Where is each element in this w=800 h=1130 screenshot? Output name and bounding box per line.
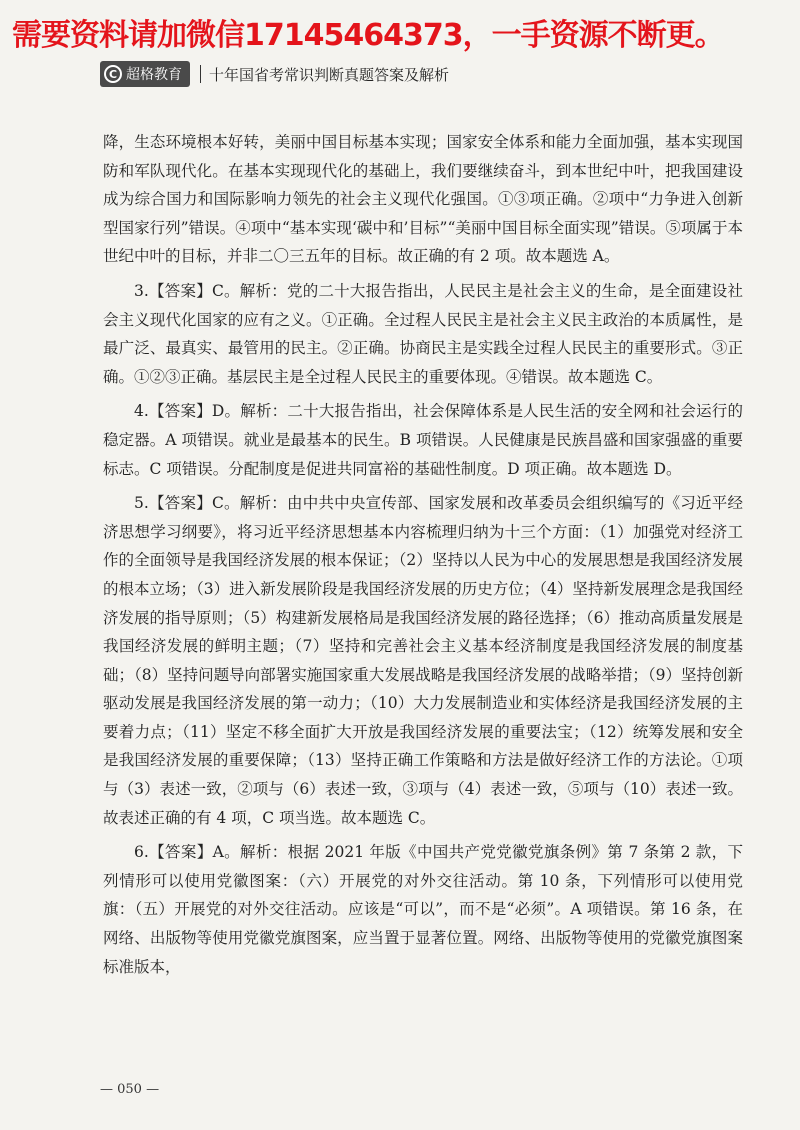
answer-5: 5.【答案】C。解析：由中共中央宣传部、国家发展和改革委员会组织编写的《习近平经济思想学习纲要》，将习近平经济思想基本内容梳理归纳为十三个方面：（1）加强党对经济工作的全面领导是我国经济发展的根本保证；（2）坚持以人民为中心的发展思想是我国经济发展的根本立场；（3）进入新发展阶段是我国经济发展的历史方位；（4）坚持新发展理念是我国经济发展的指导原则；（5）构建新发展格局是我国经济发展的路径选择；（6）推动高质量发展是我国经济发展的鲜明主题；（7）坚持和完善社会主义基本经济制度是我国经济发展的制度基础；（8）坚持问题导向部署实施国家重大发展战略是我国经济发展的战略举措；（9）坚持创新驱动发展是我国经济发展的第一动力；（10）大力发展制造业和实体经济是我国经济发展的主要着力点；（11）坚定不移全面扩大开放是我国经济发展的重要法宝；（12）统筹发展和安全是我国经济发展的重要保障；（13）坚持正确工作策略和方法是做好经济工作的方法论。①项与（3）表述一致，②项与（6）表述一致，③项与（4）表述一致，⑤项与（10）表述一致。故表述正确的有 4 项，C 项当选。故本题选 C。 (103, 494, 743, 827)
book-title: 十年国省考常识判断真题答案及解析 (209, 65, 450, 84)
page-number: — 050 — (100, 1082, 160, 1097)
paragraph-continued: 降，生态环境根本好转，美丽中国目标基本实现；国家安全体系和能力全面加强，基本实现国防和军队现代化。在基本实现现代化的基础上，我们要继续奋斗，到本世纪中叶，把我国建设成为综合国力和国际影响力领先的社会主义现代化强国。①③项正确。②项中“力争进入创新型国家行列”错误。④项中“基本实现‘碳中和’目标”“美丽中国目标全面实现”错误。⑤项属于本世纪中叶的目标，并非二〇三五年的目标。故正确的有 2 项。故本题选 A。 (103, 133, 743, 266)
header-divider (200, 65, 201, 83)
answer-4: 4.【答案】D。解析：二十大报告指出，社会保障体系是人民生活的安全网和社会运行的稳定器。A 项错误。就业是最基本的民生。B 项错误。人民健康是民族昌盛和国家强盛的重要标志。C 项错误。分配制度是促进共同富裕的基础性制度。D 项正确。故本题选 D。 (103, 402, 743, 478)
logo-icon: C (104, 65, 122, 83)
wechat-banner: 需要资料请加微信17145464373，一手资源不断更。 (12, 18, 724, 53)
document-body (103, 128, 743, 987)
brand-logo (100, 61, 190, 87)
logo-text: 超格教育 (126, 67, 182, 83)
page-header (100, 60, 449, 88)
answer-3: 3.【答案】C。解析：党的二十大报告指出，人民民主是社会主义的生命，是全面建设社会主义现代化国家的应有之义。①正确。全过程人民民主是社会主义民主政治的本质属性，是最广泛、最真实、最管用的民主。②正确。协商民主是实践全过程人民民主的重要形式。③正确。①②③正确。基层民主是全过程人民民主的重要体现。④错误。故本题选 C。 (103, 281, 743, 386)
answer-6: 6.【答案】A。解析：根据 2021 年版《中国共产党党徽党旗条例》第 7 条第 2 款，下列情形可以使用党徽图案：（六）开展党的对外交往活动。第 10 条，下列情形可以使用党旗：（五）开展党的对外交往活动。应该是“可以”，而不是“必须”。A 项错误。第 16 条，在网络、出版物等使用党徽党旗图案，应当置于显著位置。网络、出版物等使用的党徽党旗图案标准版本， (103, 843, 743, 976)
